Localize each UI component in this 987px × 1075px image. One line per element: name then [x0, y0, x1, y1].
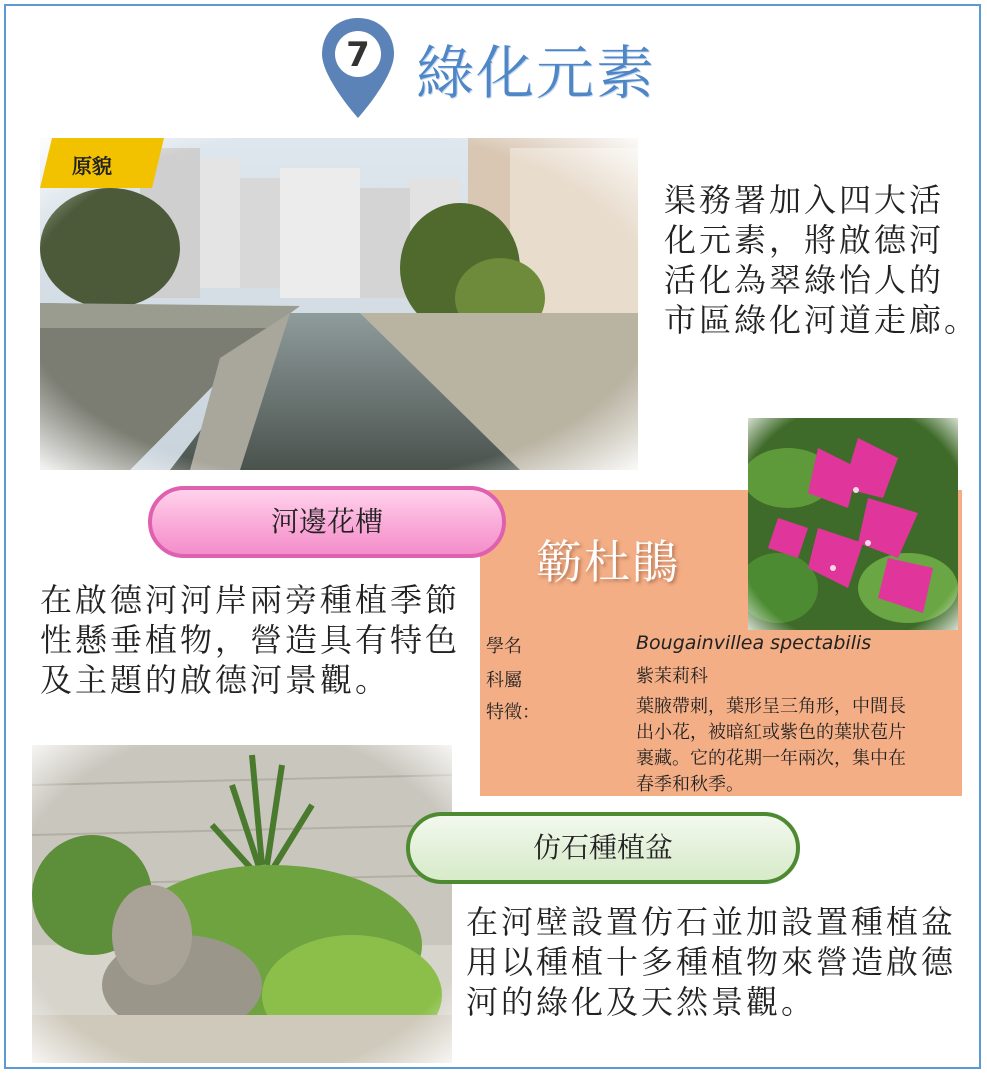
flowerbed-label-pill: 河邊花槽 — [148, 486, 506, 558]
scientific-name-value: Bougainvillea spectabilis — [636, 632, 872, 654]
features-line: 出小花，被暗紅或紫色的葉狀苞片 — [636, 722, 906, 743]
flowerbed-paragraph — [40, 580, 480, 700]
bougainvillea-photo — [748, 418, 958, 630]
stone-planter-label-pill: 仿石種植盆 — [406, 812, 800, 884]
flowerbed-line: 及主題的啟德河景觀。 — [40, 661, 391, 699]
family-label: 科屬 — [486, 670, 522, 691]
flowerbed-line: 在啟德河河岸兩旁種植季節 — [40, 581, 461, 619]
original-badge-label: 原貌 — [72, 154, 112, 178]
intro-line: 渠務署加入四大活 — [664, 181, 945, 219]
family-value: 紫茉莉科 — [636, 666, 708, 687]
features-line: 春季和秋季。 — [636, 774, 744, 795]
stone-planter-line: 河的綠化及天然景觀。 — [466, 983, 817, 1021]
stone-planter-paragraph — [466, 902, 956, 1022]
stone-planter-line: 用以種植十多種植物來營造啟德 — [466, 943, 957, 981]
intro-line: 化元素，將啟德河 — [664, 221, 945, 259]
features-line: 裹藏。它的花期一年兩次，集中在 — [636, 748, 906, 769]
intro-line: 活化為翠綠怡人的 — [664, 261, 945, 299]
plant-name: 簕杜鵑 — [536, 535, 680, 589]
features-value — [636, 694, 960, 798]
intro-line: 市區綠化河道走廊。 — [664, 301, 980, 339]
intro-paragraph — [664, 180, 984, 340]
features-line: 葉腋帶刺，葉形呈三角形，中間長 — [636, 696, 906, 717]
page-title: 綠化元素 — [416, 39, 657, 107]
stone-planter-photo — [32, 745, 452, 1063]
features-label: 特徵： — [486, 702, 540, 723]
flowerbed-line: 性懸垂植物，營造具有特色 — [40, 621, 461, 659]
stone-planter-line: 在河壁設置仿石並加設置種植盆 — [466, 903, 957, 941]
scientific-name-label: 學名 — [486, 636, 522, 657]
location-pin-icon — [318, 14, 398, 122]
section-number: 7 — [346, 35, 370, 75]
